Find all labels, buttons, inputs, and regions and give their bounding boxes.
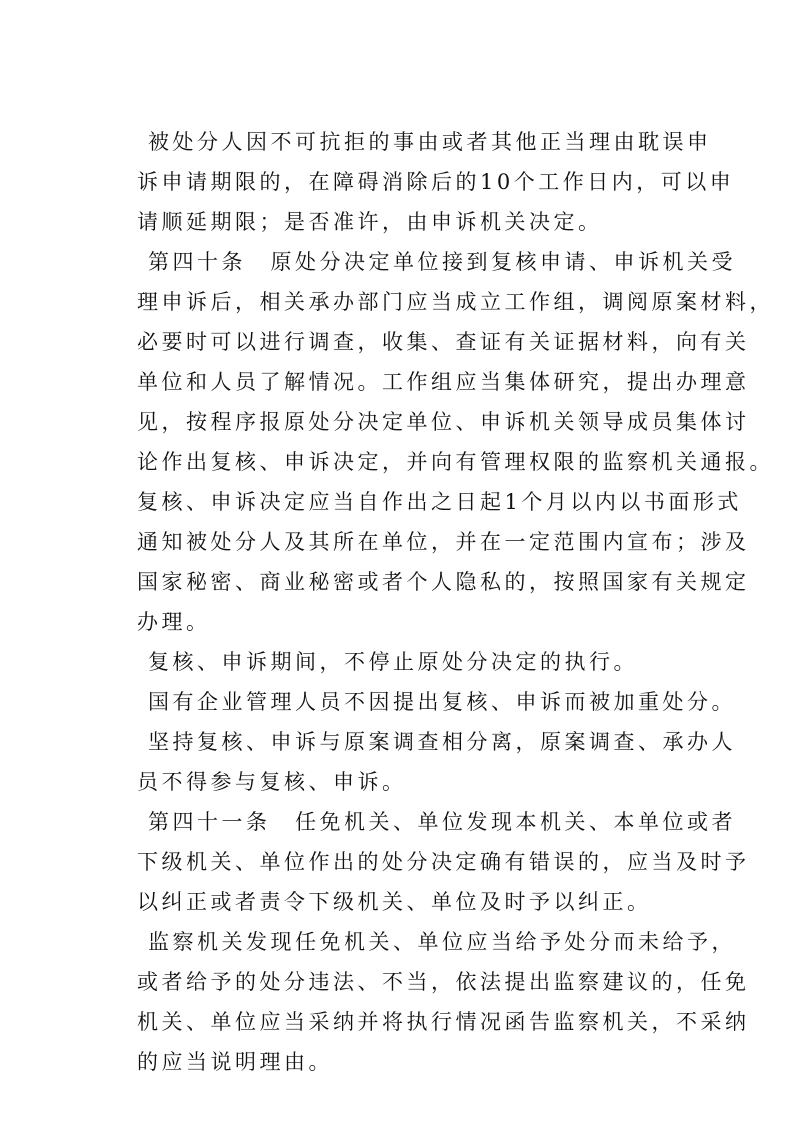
text-line: 见，按程序报原处分决定单位、申诉机关领导成员集体讨 — [137, 410, 750, 434]
text-line: 机关、单位应当采纳并将执行情况函告监察机关，不采纳 — [137, 1010, 750, 1034]
text-line: 必要时可以进行调查，收集、查证有关证据材料，向有关 — [137, 330, 750, 354]
article-41-heading-line: 第四十一条 任免机关、单位发现本机关、本单位或者 — [148, 810, 736, 834]
text-line: 员不得参与复核、申诉。 — [137, 770, 407, 794]
text-line: 或者给予的处分违法、不当，依法提出监察建议的，任免 — [137, 970, 750, 994]
text-line: 监察机关发现任免机关、单位应当给予处分而未给予， — [148, 930, 736, 954]
article-40-heading-line: 第四十条 原处分决定单位接到复核申请、申诉机关受 — [148, 250, 736, 274]
text-line: 办理。 — [137, 610, 211, 634]
text-line: 被处分人因不可抗拒的事由或者其他正当理由耽误申 — [148, 130, 712, 154]
text-line: 诉申请期限的，在障碍消除后的10个工作日内，可以申 — [137, 170, 735, 194]
text-line: 请顺延期限；是否准许，由申诉机关决定。 — [137, 210, 603, 234]
text-line: 复核、申诉决定应当自作出之日起1个月以内以书面形式 — [137, 490, 742, 514]
text-line: 论作出复核、申诉决定，并向有管理权限的监察机关通报。 — [137, 450, 774, 474]
text-line: 通知被处分人及其所在单位，并在一定范围内宣布；涉及 — [137, 530, 750, 554]
text-line: 复核、申诉期间，不停止原处分决定的执行。 — [148, 650, 638, 674]
text-line: 国有企业管理人员不因提出复核、申诉而被加重处分。 — [148, 690, 736, 714]
text-line: 国家秘密、商业秘密或者个人隐私的，按照国家有关规定 — [137, 570, 750, 594]
text-line: 理申诉后，相关承办部门应当成立工作组，调阅原案材料， — [137, 290, 774, 314]
text-line: 坚持复核、申诉与原案调查相分离，原案调查、承办人 — [148, 730, 736, 754]
text-line: 单位和人员了解情况。工作组应当集体研究，提出办理意 — [137, 370, 750, 394]
text-line: 以纠正或者责令下级机关、单位及时予以纠正。 — [137, 890, 652, 914]
text-line: 的应当说明理由。 — [137, 1050, 333, 1074]
text-line: 下级机关、单位作出的处分决定确有错误的，应当及时予 — [137, 850, 750, 874]
